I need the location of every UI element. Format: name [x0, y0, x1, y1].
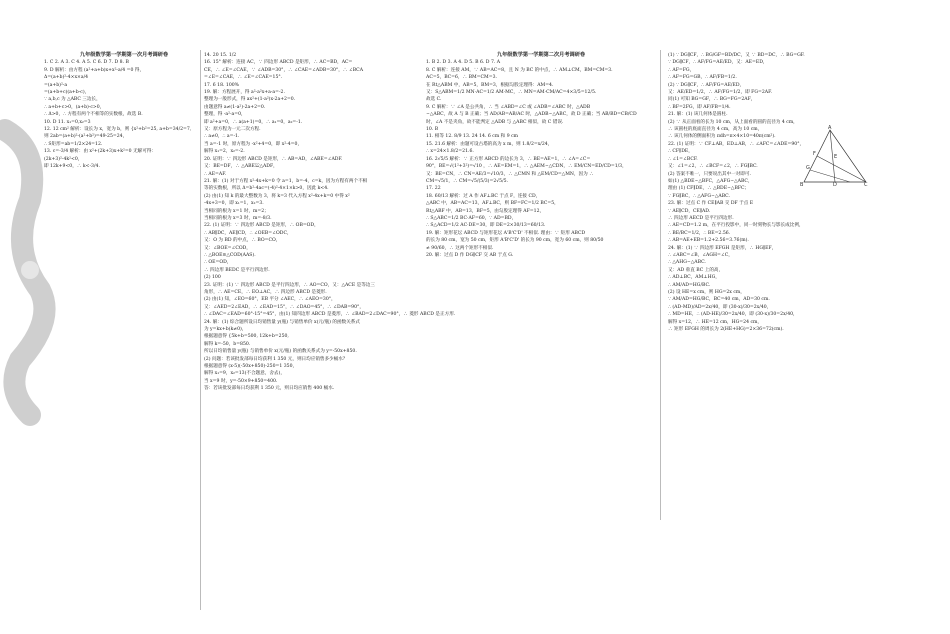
answer-line: 又：∠1=∠2，∴ ∠BCF=∠2，∴ FG∥BC. — [668, 164, 758, 170]
answer-line: ∴ ∠ABC=∠B，∠AGH=∠C， — [668, 252, 733, 258]
answer-line: ∴ 该圆柱的底面直径为 4 cm，高为 10 cm， — [668, 127, 763, 133]
answer-line: (1) ∵ DG∥CF，∴ BG/GF=BD/DC，又 ∵ BD=DC，∴ BG=GF. — [668, 53, 805, 58]
answer-line: 又：S△ABM=1/2 MN·AC=1/2 AM·MC，∴ MN=AM·CM/AC=4×3/5=12/5. — [426, 90, 597, 96]
answer-line: 13. c=-3/4 解析：由 x²+(2k+3)x+k²=0 无解可得： — [44, 149, 157, 155]
column-divider-right — [660, 50, 661, 520]
answer-line: ∴ AF=FG=GB，∴ AF/FB=1/2. — [668, 75, 737, 81]
answer-line: 的长为 80 cm，宽为 50 cm，矩形 A'B'C'D' 的长为 90 cm，宽为 60 cm，则 80/50 — [426, 238, 604, 244]
answer-line: =(a+b+c)(a+b-c)， — [44, 90, 90, 96]
figure-label: C — [864, 182, 868, 188]
answer-line: 故选 C. — [426, 97, 442, 103]
left-page-header: 九年级数学第一学期第一次月考调研卷 — [79, 52, 169, 58]
answer-line: 20. 证明：∵ 四边形 ABCD 是矩形，∴ AB=AD，∠ABE=∠ADF. — [204, 156, 343, 162]
answer-line: ∴ 四边形 BEDC 是平行四边形. — [204, 267, 270, 273]
answer-line: 9. C 解析：∵ ∠A 是公共角，∴ 当 ∠ABD=∠C 或 ∠ADB=∠ABC 时，△ADB — [426, 104, 591, 110]
answer-line: 17. 6 18. 100% — [204, 82, 240, 88]
answer-line: ∵ FG∥BC，∴ △AFG∽△ABC. — [668, 193, 730, 199]
answer-line: ∴ AD⊥BC，AM⊥HG， — [668, 275, 720, 281]
answer-line: (2) 100 — [204, 275, 221, 281]
answer-line: 9. D 解析：由方程 (a²+a+b)x+x²-a/4 =0 得， — [44, 67, 145, 73]
answer-line: -4x+3=0，即 x₁=1，x₂=3. — [204, 201, 264, 207]
answer-line: CM=√5/1，∴ CM=√5/(5/3)=2√5/5. — [426, 178, 509, 184]
answer-line: 时，∠A 不是夹角，故不能判定 △ADB 与 △ABC 相似，故 C 错误. — [426, 119, 564, 125]
answer-line: 答：若该批发部每日均获利 1 350 元，则日均应销售 400 桶水. — [204, 386, 335, 392]
left-page-column-1 — [44, 52, 204, 322]
answer-line: 18. 60/13 解析：过 A 作 AF⊥BC 于点 F，连接 CD， — [426, 193, 541, 199]
answer-line: ∴ (AD-MD)/AD=2x/40，即 (30-x)/30=2x/40， — [668, 304, 772, 310]
answer-line: 当 x=9 时，y=-50×9+850=400. — [204, 378, 278, 384]
answer-line: ∴ AB=AE+EB=1.2+2.56=3.76(m). — [668, 238, 749, 244]
answer-line: (2) 答案不唯一，只要说出其中一对即可. — [668, 171, 751, 177]
answer-list — [668, 52, 878, 333]
answer-line: Δ=(a+b)²-4×x×a/4 — [44, 75, 89, 81]
answer-line: 解得 x=12，∴ HE=12 cm，HG=24 cm， — [668, 319, 762, 325]
answer-line: (2) 设 HE=x cm，则 HG=2x cm， — [668, 290, 745, 295]
answer-line: Rt△ABF 中，AB=13，BF=5，由勾股定理得 AF=12， — [426, 208, 545, 214]
answer-line: ∴ BE/BC=1/2，∴ BE=2.56. — [668, 230, 731, 236]
answer-line: 根据题意得 (x-5)(-50x+850)-250=1 350， — [204, 364, 298, 370]
answer-line: 由题意得 a≠(1-a²)-2a+2=0. — [204, 104, 266, 110]
answer-line: 当相同的根为 x=3 时，m=-8/3. — [204, 215, 272, 221]
answer-line: 16. 2√5/5 解析：∵ 正方形 ABCD 的边长为 3，∴ BE=AE=1，∴ ∠A=∠C= — [426, 156, 591, 162]
answer-line: 90°，BE=√(1²+3²)=√10 ，∴ AE=EM=1，∴ △AEM∽△CDN，∴ EM/CN=ED/CD=1/3， — [426, 164, 627, 170]
answer-line: (2k+3)²-4k²<0， — [44, 156, 83, 162]
answer-line: 根据题意得 {5k+b=500, 12k+b=250, — [204, 334, 289, 340]
answer-line: 20. 解：过点 D 作 DG∥CF 交 AB 于点 G. — [426, 252, 514, 258]
answer-line: 当相同的根为 x=1 时，m=2； — [204, 208, 269, 214]
answer-line: ∴ AF=FG， — [668, 67, 695, 73]
figure-label: G — [806, 165, 810, 171]
answer-line: 又：AD 垂直 BC 上的高， — [668, 267, 724, 273]
answer-line: 等的实数根，所以 Δ=b²-4ac=(-4)²-4×1×k>0，因此 k<4. — [204, 186, 329, 192]
answer-line: 整理，得 -a²-a=0， — [204, 112, 246, 118]
answer-line: 又：BE=DF，∴ △ABE≌△ADF， — [204, 164, 278, 170]
answer-line: 21. 解：(1) 该几何体是圆柱. — [668, 112, 728, 118]
answer-line: 则 2ab=(a+b)²-(a²+b²)=49-25=24， — [44, 134, 128, 140]
answer-line: CE，∴ ∠E=∠CAE，∵ ∠ADB=30°，∴ ∠CAE=∠ADB=30°，∴ ∠BCA — [204, 67, 364, 73]
answer-line: ∴ MD=HE，∴ (AD-HE)/30=2x/40，即 (30-x)/30=2x/40， — [668, 312, 798, 318]
answer-line: 8. C 解析：连接 AM，∵ AB=AC=8，且 N 为 BC 的中点，∴ AM⊥CM，BM=CM=3. — [426, 67, 613, 73]
answer-line: ∴ CF∥DE， — [668, 149, 693, 155]
answer-line: (2) 由(1) 知 k 的最大整数为 3，将 k=3 代入方程 x²-4x+k=0 中得 x² — [204, 193, 350, 199]
answer-line: ∴ x=24×1.8/2=21.6. — [426, 149, 474, 155]
answer-line: (2) ∵ 从正面看的长为 10 cm，从上面看的圆的直径为 4 cm， — [668, 119, 798, 125]
answer-line: ∴ △AHG∽△ABC. — [668, 260, 706, 266]
answer-line: ∴ AB∥DC，AE∥CD，∴ ∠OEB=∠ODC， — [204, 230, 292, 236]
answer-line: 如(1) △BDE∽△BFC，△AFG∽△ABC， — [668, 178, 753, 184]
answer-line: 10. D 11. x₁=0,x₂=3 — [44, 119, 91, 125]
answer-line: ∴ Δ>0，∴ 方程有两个不相等的实数根，故选 B. — [44, 112, 143, 118]
answer-line: ∵ a,b,c 为 △ABC 三边长， — [44, 97, 101, 103]
answer-line: ∴ a+b+c>0，(a+b)-c>0， — [44, 104, 105, 110]
answer-line: 17. 22 — [426, 186, 441, 192]
answer-line: 又：BE=CN，∴ CN=AE/3=√10/3，∴ △CMN 和 △EM/CD=△MN，因为 ∴ — [426, 171, 594, 177]
answer-line: 23. 证明：(1) ∵ 四边形 ABCD 是平行四边形，∴ AO=CO，又：△ACE 是等边三 — [204, 282, 376, 288]
answer-line: 为 y=kx+b(k≠0)， — [204, 327, 247, 333]
answer-line: (2) 由(1) 知，∠EO=60°，EB 平分 ∠AEC，∴ ∠AEO=30°， — [204, 297, 336, 303]
answer-line: ∴ S矩形=ab=1/2×24=12. — [44, 141, 103, 147]
answer-list — [426, 59, 656, 259]
answer-line: AC=5，BC=6，∴ BM=CM=3. — [426, 75, 497, 81]
answer-line: ≠ 90/60，∴ 这两个矩形不相似. — [426, 245, 494, 251]
answer-line: 22. (1) 证明：∵ CF⊥AB，ED⊥AB，∴ ∠AFC=∠ADE=90°， — [668, 141, 805, 147]
answer-line: 23. 解：过点 C 作 CE∥AB 交 DF 于点 E — [668, 201, 754, 207]
answer-line: 整理为一般形式，得 ax²+(1-a²)x-2a+2=0. — [204, 97, 296, 103]
answer-line: ∴ △BOE≌△COD(AAS). — [204, 252, 256, 258]
answer-line: ∴ 该几何体的侧面积为 πdh=π×4×10=40π(cm²). — [668, 134, 776, 140]
figure-label: E — [834, 154, 838, 160]
answer-line: 当 a=-1 时，原方程为 -x²+4=0，即 x²-4=0， — [204, 141, 303, 147]
answer-line: 所以日均销售量 y(瓶) 与销售单价 x(元/瓶) 的函数关系式为 y=-50x+850. — [204, 349, 357, 355]
answer-line: 16. 15° 解析：连接 AC，∵ 四边形 ABCD 是矩形，∴ AC=BD，AC= — [204, 60, 353, 66]
answer-line: =(a+b)²-a — [44, 82, 68, 88]
answer-line: 10. B — [426, 127, 439, 133]
answer-line: 11. 相等 12. 8/9 13. 24 14. 6 cm 和 9 cm — [426, 134, 519, 140]
answer-line: 解得 x₁=2，x₂=-2. — [204, 149, 245, 155]
answer-line: ∴ ∠1=∠BCF. — [668, 156, 698, 162]
answer-line: 21. 解：(1) 对于方程 x²-4x+k=0 令 a=1，b=-4，c=k，因为方程有两个不相 — [204, 178, 368, 184]
answer-line: 又：原方程为一元二次方程. — [204, 127, 261, 133]
answer-line: 即 a²+a=0，∴ a(a+1)=0，∴ a₁=0，a₂=-1. — [204, 119, 303, 125]
answer-line: 即 12k+9<0，∴ k<-3/4. — [44, 164, 100, 170]
answer-line: △ABC 中，AB=AC=13，AF⊥BC，则 BF=FC=1/2 BC=5， — [426, 201, 559, 207]
answer-line: 同(1) 可知 BG=GF，∴ BG=FG=2AF， — [668, 97, 756, 103]
answer-line: 解得 k=-50，b=850. — [204, 341, 251, 347]
answer-line: 15. 21.6 解析：由题可设古塔的高为 x m，则 1.8/2=x/24， — [426, 141, 553, 147]
answer-line: 24. 解：(1) ∵ 四边形 EFGH 是矩形，∴ HG∥EF， — [668, 245, 777, 251]
answer-line: 解得 x₁=9，x₂=13(不合题意，舍去)， — [204, 371, 285, 377]
answer-line: ∴ S△ABC=1/2 BC·AF=60，∵ AD=BD， — [426, 215, 517, 221]
answer-line: ∽△ABC，故 A 与 B 正确；当 AD/AB=AB/AC 时，△ADB∽△ABC，故 D 正确；当 AB/BD=CB/CD — [426, 112, 637, 118]
answer-line: =∠E=∠CAE，∴ ∠E=∠CAE=15°. — [204, 75, 283, 81]
figure-label: A — [828, 125, 832, 131]
answer-list — [44, 59, 204, 170]
answer-line: 14. 20 15. 1/2 — [204, 53, 237, 58]
figure-label: B — [800, 182, 804, 188]
answer-line: ∴ S△ACD=1/2 AC·DE=30，即 DE=2×30/13=60/13. — [426, 223, 546, 229]
answer-line: 理由 (1) CF∥DE，∴ △BDE∽△BFC； — [668, 186, 750, 192]
answer-line: 又：AE/ED=1/2，∴ AF/FG=1/2，即 FG=2AF. — [668, 90, 773, 96]
answer-line: 22. (1) 证明：∵ 四边形 ABCD 是矩形，∴ OB=OD， — [204, 223, 319, 229]
answer-line: 又：∠AED=2∠EAD，∴ ∠EAD=15°，∴ ∠DAO=45°，∴ ∠DAB=90°， — [204, 304, 364, 310]
answer-line: 在 Rt△ABM 中，AB=5，BM=3，根据勾股定理得：AM=4. — [426, 82, 554, 88]
answer-line: 1. C 2. A 3. C 4. A 5. C 6. D 7. D 8. B — [44, 60, 129, 66]
figure-label: D — [833, 182, 837, 188]
answer-line: 又：O 为 BD 的中点，∴ BO=CO， — [204, 238, 281, 244]
geometry-figure — [800, 126, 870, 186]
answer-line: ∵ AM/AD=HG/BC，BC=40 cm，AD=30 cm. — [668, 297, 770, 303]
answer-line: (2) ∵ DG∥CF，∴ AF/FG=AE/ED， — [668, 82, 745, 88]
answer-line: 又：∠BOE=∠COD， — [204, 245, 251, 251]
answer-line: (2) 问题：若该批发部每日均获利 1 350 元，则日均应销售多少桶水？ — [204, 356, 348, 362]
right-page-column-1 — [426, 52, 656, 472]
answer-line: ∴ AE=CD=1.2 m，在平行投影中，同一时刻物长与影长成比例， — [668, 223, 804, 229]
answer-line: 19. 解：方程展开，得 a²-a²x+a-a=-2. — [204, 90, 285, 96]
answer-line: ∵ DG∥CF，∴ AF/FG=AE/ED，又：AE=ED， — [668, 60, 768, 66]
answer-line: ∴ AM/AD=HG/BC. — [668, 282, 711, 288]
answer-line: ∴ 四边形 AECD 是平行四边形. — [668, 215, 734, 221]
answer-line: ∴ BF=2FG，即 AF/FB=1/4. — [668, 104, 731, 110]
answer-line: ∴ OE=OD， — [204, 260, 232, 266]
answer-line: 24. 解：(1) 综合题所设日均销售量 y(瓶) 与销售单价 x(元/瓶) 的函数关系式 — [204, 319, 360, 325]
figure-label: F — [813, 151, 816, 157]
answer-line: 1. B 2. D 3. A 4. D 5. B 6. D 7. A — [426, 60, 501, 66]
right-page-header: 九年级数学第一学期第二次月考调研卷 — [496, 52, 586, 58]
answer-line: ∵ AE∥CD，CE∥AD. — [668, 208, 711, 214]
answer-line: 12. 12 cm² 解析：设长为 x，宽为 b，则 {x²+b²=25, a+b=34/2=7, — [44, 127, 192, 133]
answer-line: ∴ 矩形 EFGH 的周长为 2(HE+HG)=2×36=72(cm). — [668, 327, 784, 333]
right-page-column-2 — [668, 52, 878, 512]
answer-line: ∴ AE=AF. — [204, 171, 227, 177]
answer-line: ∴ a≠0，∴ a=-1. — [204, 134, 240, 140]
answer-line: 角形，∴ AE=CE，∴ EO⊥AC，∴ 四边形 ABCD 是菱形. — [204, 290, 327, 295]
answer-line: ∴ ∠DAC=∠EAD=60°-15°=45°，由(1) 知四边形 ABCD 是菱形，∴ ∠BAD=2∠DAC=90°，∴ 菱形 ABCD 是正方形. — [204, 312, 456, 318]
answer-line: 19. 解：矩形花坛 ABCD 与矩形花坛 A'B'C'D' 不相似. 理由：∵ 矩形 ABCD — [426, 230, 586, 236]
